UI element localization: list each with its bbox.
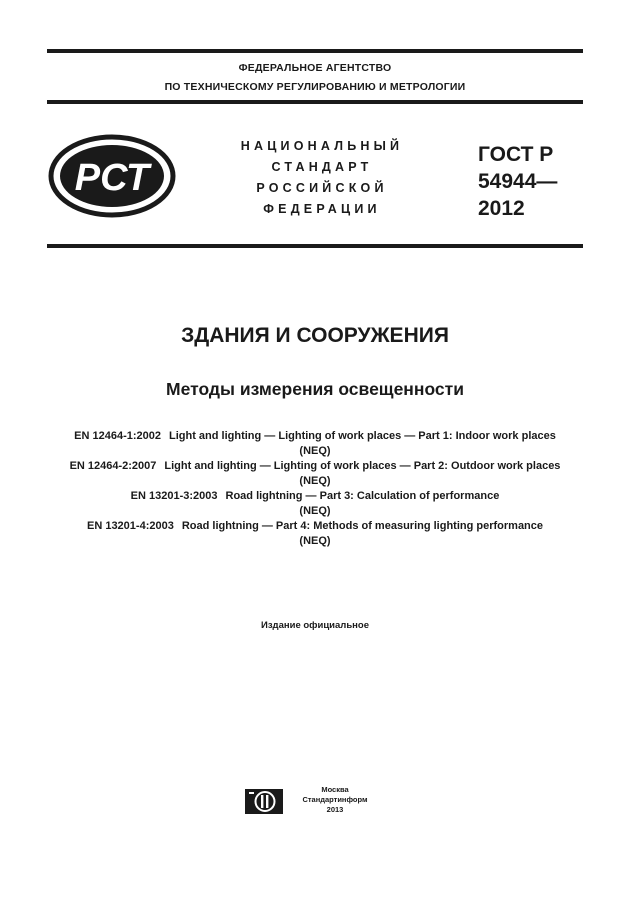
reference-item	[40, 489, 590, 519]
reference-list	[40, 429, 590, 549]
document-title: ЗДАНИЯ И СООРУЖЕНИЯ	[181, 324, 449, 347]
standard-kind	[222, 136, 422, 220]
reference-degree: (NEQ)	[299, 475, 331, 487]
designation-line-3: 2012	[478, 197, 525, 220]
designation-line-1: ГОСТ Р	[478, 143, 554, 166]
reference-degree: (NEQ)	[299, 505, 331, 517]
reference-title: Light and lighting — Lighting of work places — Part 1: Indoor work places	[168, 430, 556, 442]
reference-item	[40, 459, 590, 489]
reference-code: EN 13201-4:2003	[86, 520, 174, 532]
standard-kind-line: РОССИЙСКОЙ	[256, 181, 388, 195]
standartinform-logo-icon	[244, 786, 284, 816]
reference-item	[40, 519, 590, 549]
reference-degree: (NEQ)	[299, 445, 331, 457]
standard-kind-line: ФЕДЕРАЦИИ	[263, 202, 381, 216]
reference-code: EN 12464-2:2007	[69, 460, 157, 472]
reference-degree: (NEQ)	[299, 535, 331, 547]
svg-text:РСТ: РСТ	[74, 157, 150, 199]
document-subtitle: Методы измерения освещенности	[166, 379, 464, 399]
agency-line-1: ФЕДЕРАЛЬНОЕ АГЕНТСТВО	[238, 62, 392, 74]
designation-line-2: 54944—	[478, 170, 558, 193]
reference-title: Light and lighting — Lighting of work places — Part 2: Outdoor work places	[164, 460, 561, 472]
edition-note: Издание официальное	[261, 620, 369, 631]
reference-code: EN 12464-1:2002	[74, 430, 161, 442]
agency-name	[47, 59, 583, 97]
reference-item	[40, 429, 590, 459]
agency-line-2: ПО ТЕХНИЧЕСКОМУ РЕГУЛИРОВАНИЮ И МЕТРОЛОГИИ	[164, 81, 466, 93]
standard-kind-line: СТАНДАРТ	[271, 160, 373, 174]
header-rule	[47, 100, 583, 104]
reference-title: Road lightning — Part 3: Calculation of performance	[225, 490, 500, 502]
publisher-name: Стандартинформ	[302, 795, 368, 804]
standard-kind-line: НАЦИОНАЛЬНЫЙ	[240, 139, 404, 153]
top-rule	[47, 49, 583, 53]
reference-title: Road lightning — Part 4: Methods of measuring lighting performance	[181, 520, 544, 532]
reference-code: EN 13201-3:2003	[130, 490, 218, 502]
standard-designation	[478, 141, 557, 222]
rst-mark-icon	[48, 134, 176, 218]
publisher-block	[290, 785, 380, 815]
title-block-rule	[47, 244, 583, 248]
publisher-city: Москва	[321, 785, 349, 794]
publisher-year: 2013	[326, 805, 344, 814]
